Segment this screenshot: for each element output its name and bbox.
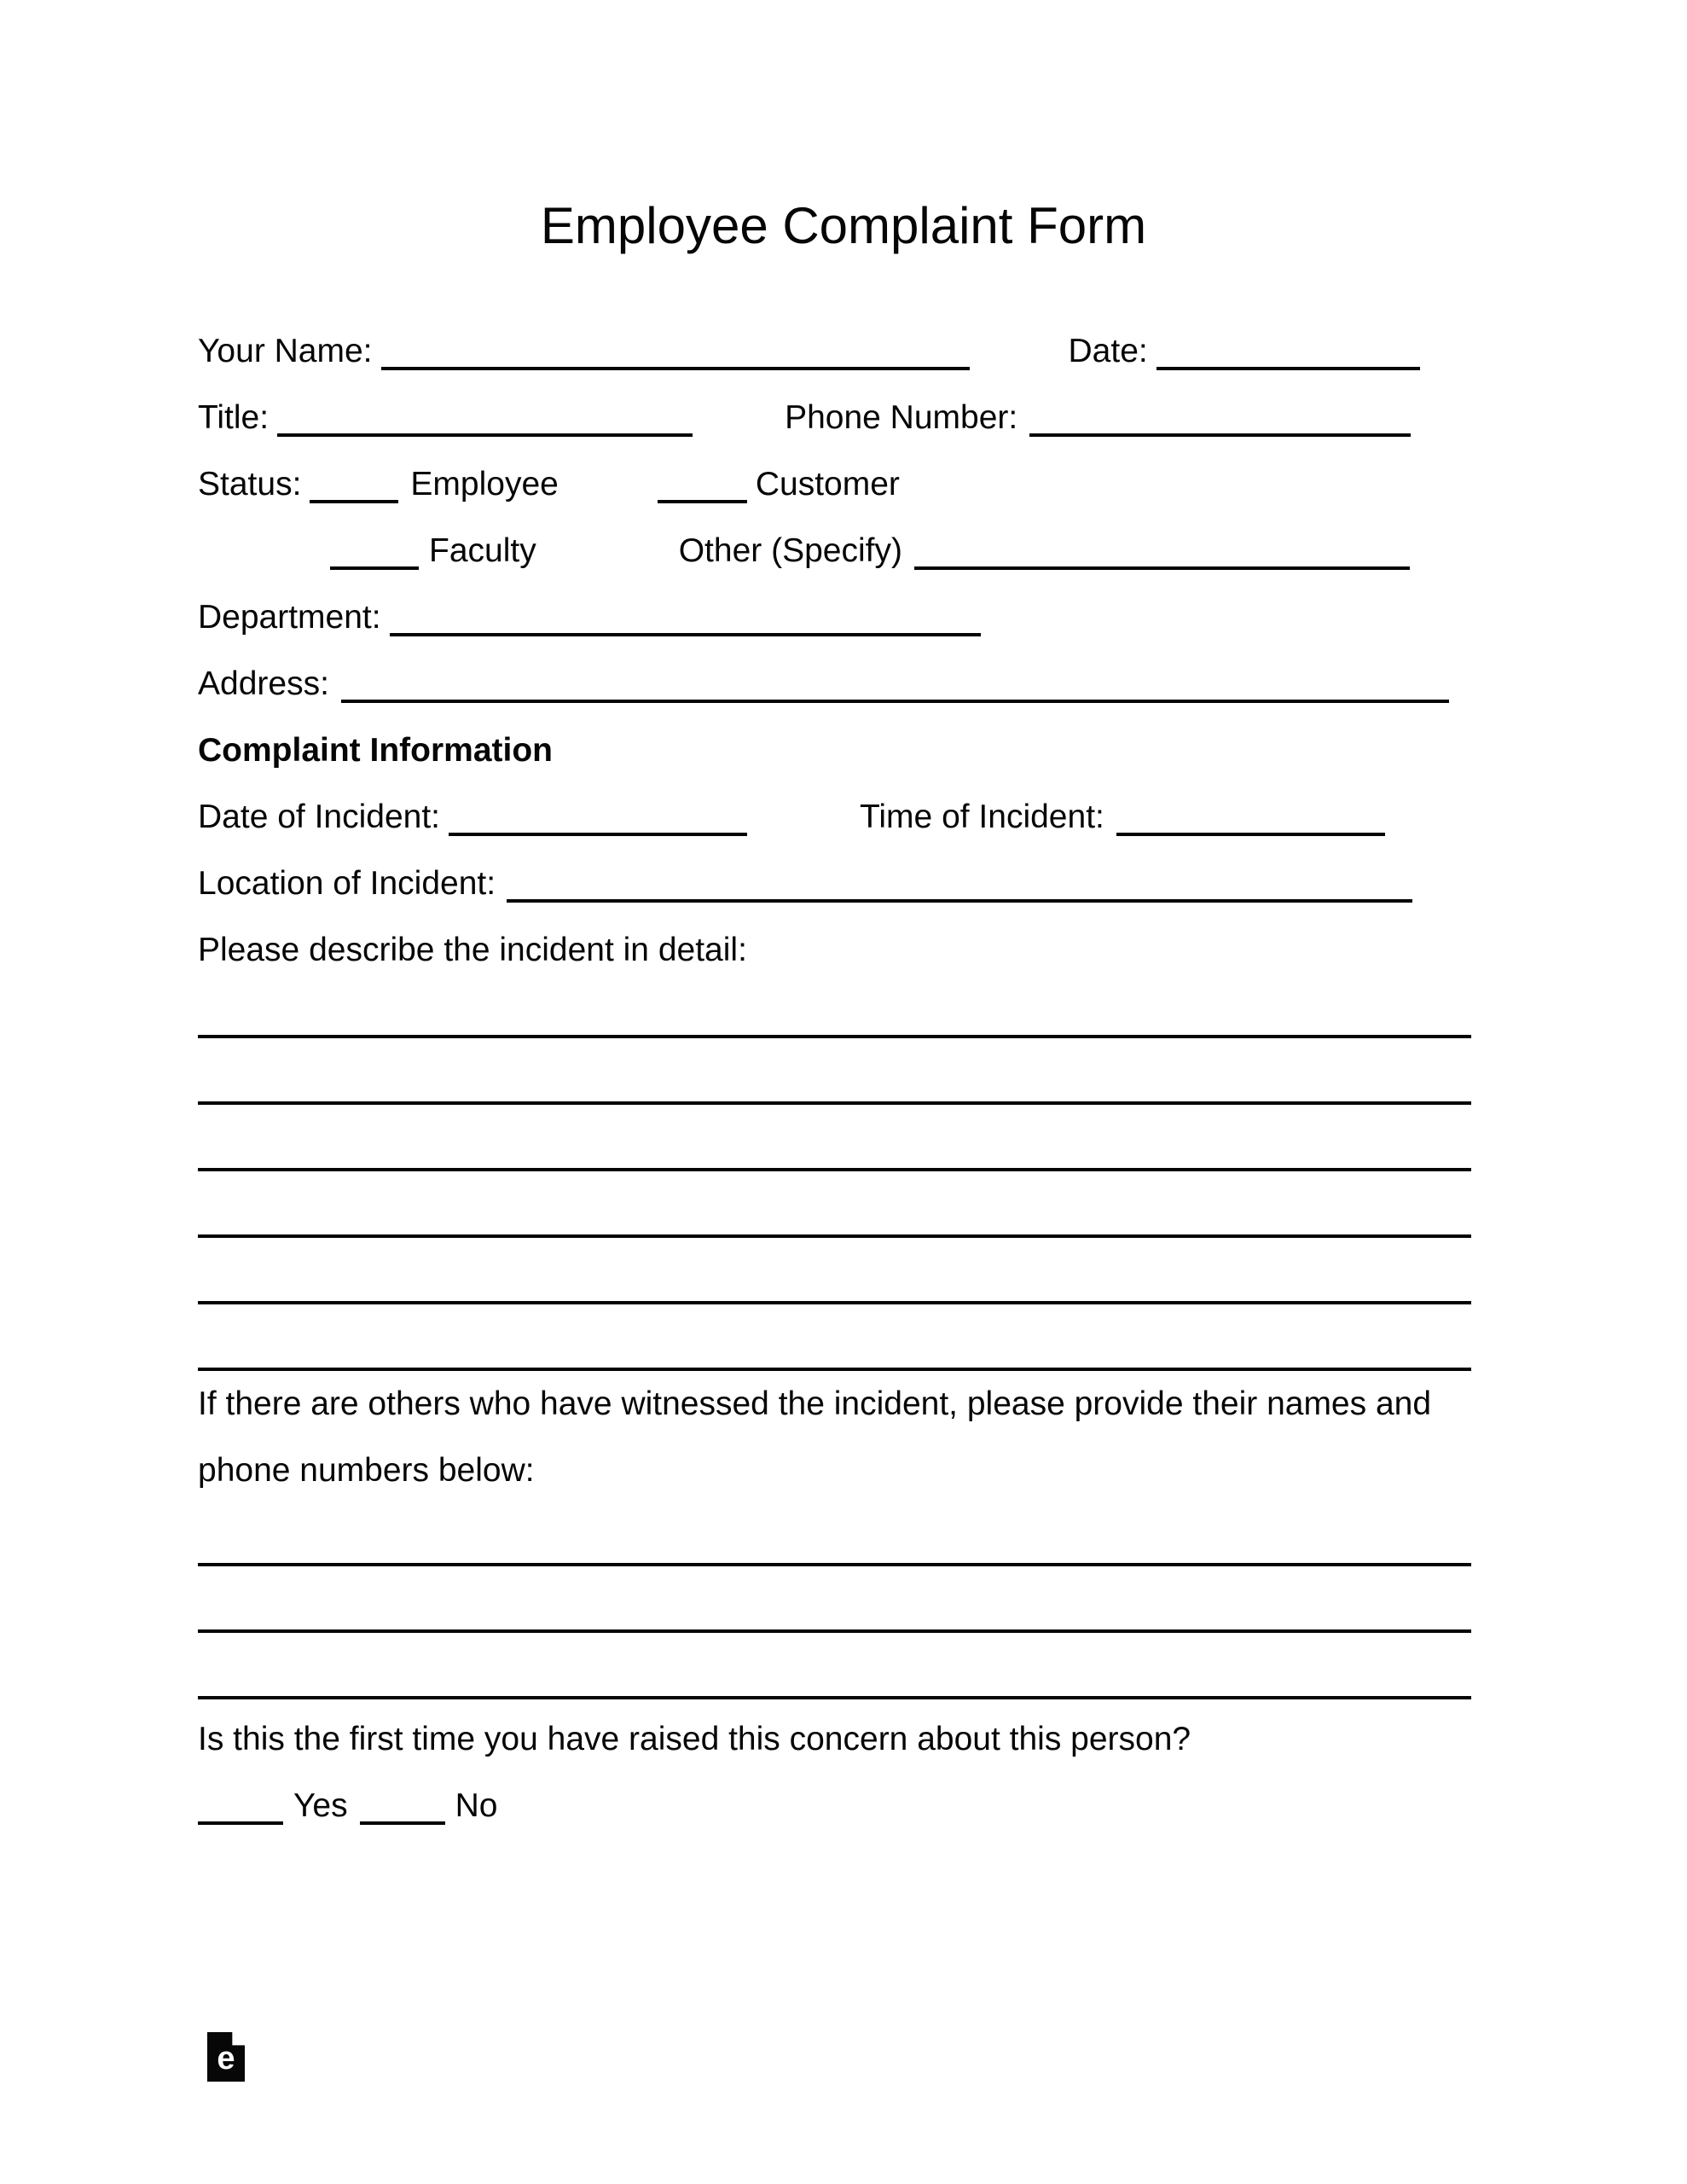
your-name-field[interactable] xyxy=(381,333,970,370)
first-time-question-row xyxy=(198,1706,1471,1773)
department-row xyxy=(198,584,1471,651)
status-employee-label: Employee xyxy=(410,466,559,502)
time-of-incident-field[interactable] xyxy=(1116,799,1385,836)
status-faculty-field[interactable] xyxy=(330,532,419,570)
yes-no-row xyxy=(198,1773,1471,1839)
status-row xyxy=(198,451,1471,518)
status-other-specify-field[interactable] xyxy=(914,532,1410,570)
date-label: Date: xyxy=(1068,333,1148,369)
incident-description-line-6[interactable] xyxy=(198,1304,1471,1371)
date-of-incident-label: Date of Incident: xyxy=(198,799,441,835)
incident-description-line-4[interactable] xyxy=(198,1171,1471,1238)
witness-line-1[interactable] xyxy=(198,1504,1471,1566)
page-title: Employee Complaint Form xyxy=(540,197,1147,254)
eforms-logo xyxy=(207,2032,245,2082)
status-customer-field[interactable] xyxy=(658,466,747,503)
time-of-incident-label: Time of Incident: xyxy=(860,799,1104,835)
witness-line-2[interactable] xyxy=(198,1566,1471,1633)
incident-description-line-2[interactable] xyxy=(198,1038,1471,1105)
address-row xyxy=(198,651,1471,717)
eforms-logo-letter: e xyxy=(217,2041,235,2077)
witness-prompt: If there are others who have witnessed the incident, please provide their names and phone numbers below: xyxy=(198,1385,1432,1489)
describe-prompt-label: Please describe the incident in detail: xyxy=(198,932,747,968)
status-other-label: Other (Specify) xyxy=(678,532,902,569)
department-field[interactable] xyxy=(390,599,981,636)
complaint-information-heading: Complaint Information xyxy=(198,732,553,769)
name-date-row xyxy=(198,318,1471,385)
status-label: Status: xyxy=(198,466,302,502)
status-customer-label: Customer xyxy=(755,466,900,502)
address-label: Address: xyxy=(198,665,329,702)
status-faculty-label: Faculty xyxy=(429,532,536,569)
your-name-label: Your Name: xyxy=(198,333,373,369)
location-of-incident-field[interactable] xyxy=(507,865,1412,903)
describe-prompt-row xyxy=(198,917,1471,984)
yes-label: Yes xyxy=(293,1787,348,1824)
incident-description-line-5[interactable] xyxy=(198,1238,1471,1304)
section-heading-row xyxy=(198,717,1471,784)
title-phone-row xyxy=(198,385,1471,451)
department-label: Department: xyxy=(198,599,381,636)
date-field[interactable] xyxy=(1157,333,1420,370)
phone-number-field[interactable] xyxy=(1029,399,1411,437)
title-label: Title: xyxy=(198,399,270,436)
title-field[interactable] xyxy=(277,399,693,437)
location-of-incident-label: Location of Incident: xyxy=(198,865,496,902)
date-of-incident-field[interactable] xyxy=(449,799,747,836)
phone-number-label: Phone Number: xyxy=(785,399,1018,436)
first-time-question-label: Is this the first time you have raised this concern about this person? xyxy=(198,1721,1191,1757)
incident-location-row xyxy=(198,851,1471,917)
incident-date-time-row xyxy=(198,784,1471,851)
yes-field[interactable] xyxy=(198,1787,283,1825)
status-row-2 xyxy=(198,518,1471,584)
form-body xyxy=(198,318,1471,1839)
incident-description-line-3[interactable] xyxy=(198,1105,1471,1171)
status-employee-field[interactable] xyxy=(310,466,398,503)
address-field[interactable] xyxy=(341,665,1449,703)
no-field[interactable] xyxy=(360,1787,445,1825)
incident-description-line-1[interactable] xyxy=(198,984,1471,1038)
no-label: No xyxy=(455,1787,498,1824)
witness-line-3[interactable] xyxy=(198,1633,1471,1699)
